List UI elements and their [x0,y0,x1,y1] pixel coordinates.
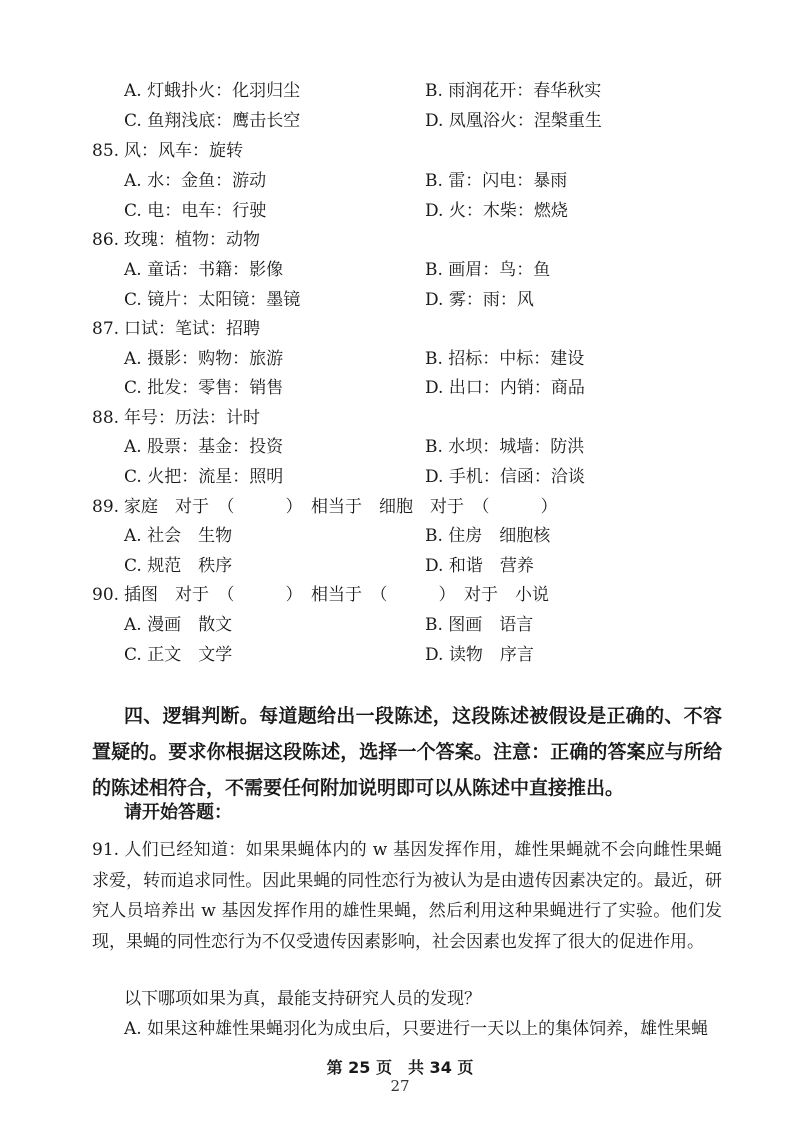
q89-options-row-1 [0,521,800,551]
q90-options-row-2 [0,640,800,670]
q85-stem [0,136,800,166]
page-number: 27 [390,1077,410,1095]
q84-option-c[interactable]: C. 鱼翔浅底：鹰击长空 [124,111,301,131]
start-answering-label: 请开始答题： [124,802,232,823]
q87-option-c[interactable]: C. 批发：零售：销售 [124,378,284,398]
q89-stem-text: 家庭 对于 （ ） 相当于 细胞 对于 （ ） [124,497,558,517]
q88-stem [0,403,800,433]
q88-options-row-1 [0,432,800,462]
q91-number: 91. [92,840,120,860]
q88-option-a[interactable]: A. 股票：基金：投资 [124,437,284,457]
q86-options-row-1 [0,255,800,285]
q85-options-row-2 [0,196,800,226]
q87-option-a[interactable]: A. 摄影：购物：旅游 [124,349,284,369]
q89-number: 89. [92,497,120,517]
q90-option-c[interactable]: C. 正文 文学 [124,645,233,665]
q87-stem-text: 口试：笔试：招聘 [124,319,260,339]
q85-options-row-1 [0,166,800,196]
q89-option-c[interactable]: C. 规范 秩序 [124,556,233,576]
q87-option-b[interactable]: B. 招标：中标：建设 [425,349,585,369]
q91-stem-text: 人们已经知道：如果果蝇体内的 w 基因发挥作用，雄性果蝇就不会向雌性果蝇求爱，转而追求同性。因此果蝇的同性恋行为被认为是由遗传因素决定的。最近，研究人员培养出 w 基因发挥作用的雄性果蝇，然后利用这种果蝇进行了实验。他们发现，果蝇的同性恋行为不仅受遗传因素影响，社会因素也发挥了很大的促进作用。 [92,840,722,952]
q89-options-row-2 [0,551,800,581]
q90-option-a[interactable]: A. 漫画 散文 [124,615,233,635]
q88-option-b[interactable]: B. 水坝：城墙：防洪 [425,437,585,457]
q88-option-c[interactable]: C. 火把：流星：照明 [124,467,284,487]
q86-stem [0,225,800,255]
q84-options-row-2 [0,106,800,136]
q86-option-a[interactable]: A. 童话：书籍：影像 [124,260,284,280]
q90-option-d[interactable]: D. 读物 序言 [425,645,534,665]
q88-stem-text: 年号：历法：计时 [124,408,260,428]
q84-option-b[interactable]: B. 雨润花开：春华秋实 [425,81,602,101]
q86-option-b[interactable]: B. 画眉：鸟：鱼 [425,260,551,280]
q85-option-a[interactable]: A. 水：金鱼：游动 [124,171,267,191]
q90-options-row-1 [0,610,800,640]
q89-option-a[interactable]: A. 社会 生物 [124,526,233,546]
q90-stem-text: 插图 对于 （ ） 相当于 （ ） 对于 小说 [124,585,549,605]
q87-stem [0,314,800,344]
q90-option-b[interactable]: B. 图画 语言 [425,615,534,635]
section-4-instructions: 四、逻辑判断。每道题给出一段陈述，这段陈述被假设是正确的、不容置疑的。要求你根据这段陈述，选择一个答案。注意：正确的答案应与所给的陈述相符合，不需要任何附加说明即可以从陈述中直接推出。 [92,705,722,799]
q86-number: 86. [92,230,120,250]
q91-stem [92,835,722,957]
q90-number: 90. [92,585,120,605]
page-info: 第 25 页 共 34 页 [326,1058,474,1077]
q85-stem-text: 风：风车：旋转 [124,141,243,161]
q86-options-row-2 [0,285,800,315]
q89-option-b[interactable]: B. 住房 细胞核 [425,526,551,546]
q85-option-b[interactable]: B. 雷：闪电：暴雨 [425,171,568,191]
q85-option-d[interactable]: D. 火：木柴：燃烧 [425,201,568,221]
q89-stem [0,492,800,522]
q86-option-d[interactable]: D. 雾：雨：风 [425,290,534,310]
q84-option-d[interactable]: D. 凤凰浴火：涅槃重生 [425,111,602,131]
q86-stem-text: 玫瑰：植物：动物 [124,230,260,250]
q88-number: 88. [92,408,120,428]
q87-option-d[interactable]: D. 出口：内销：商品 [425,378,585,398]
q84-options-row-1 [0,76,800,106]
q88-option-d[interactable]: D. 手机：信函：洽谈 [425,467,585,487]
q90-stem [0,580,800,610]
q89-option-d[interactable]: D. 和谐 营养 [425,556,534,576]
q87-options-row-1 [0,344,800,374]
q91-option-a[interactable]: A. 如果这种雄性果蝇羽化为成虫后，只要进行一天以上的集体饲养，雄性果蝇 [124,1019,709,1039]
q91-question: 以下哪项如果为真，最能支持研究人员的发现？ [124,989,481,1009]
q85-number: 85. [92,141,120,161]
q85-option-c[interactable]: C. 电：电车：行驶 [124,201,267,221]
q87-number: 87. [92,319,120,339]
q88-options-row-2 [0,462,800,492]
q87-options-row-2 [0,373,800,403]
q86-option-c[interactable]: C. 镜片：太阳镜：墨镜 [124,290,301,310]
q84-option-a[interactable]: A. 灯蛾扑火：化羽归尘 [124,81,301,101]
